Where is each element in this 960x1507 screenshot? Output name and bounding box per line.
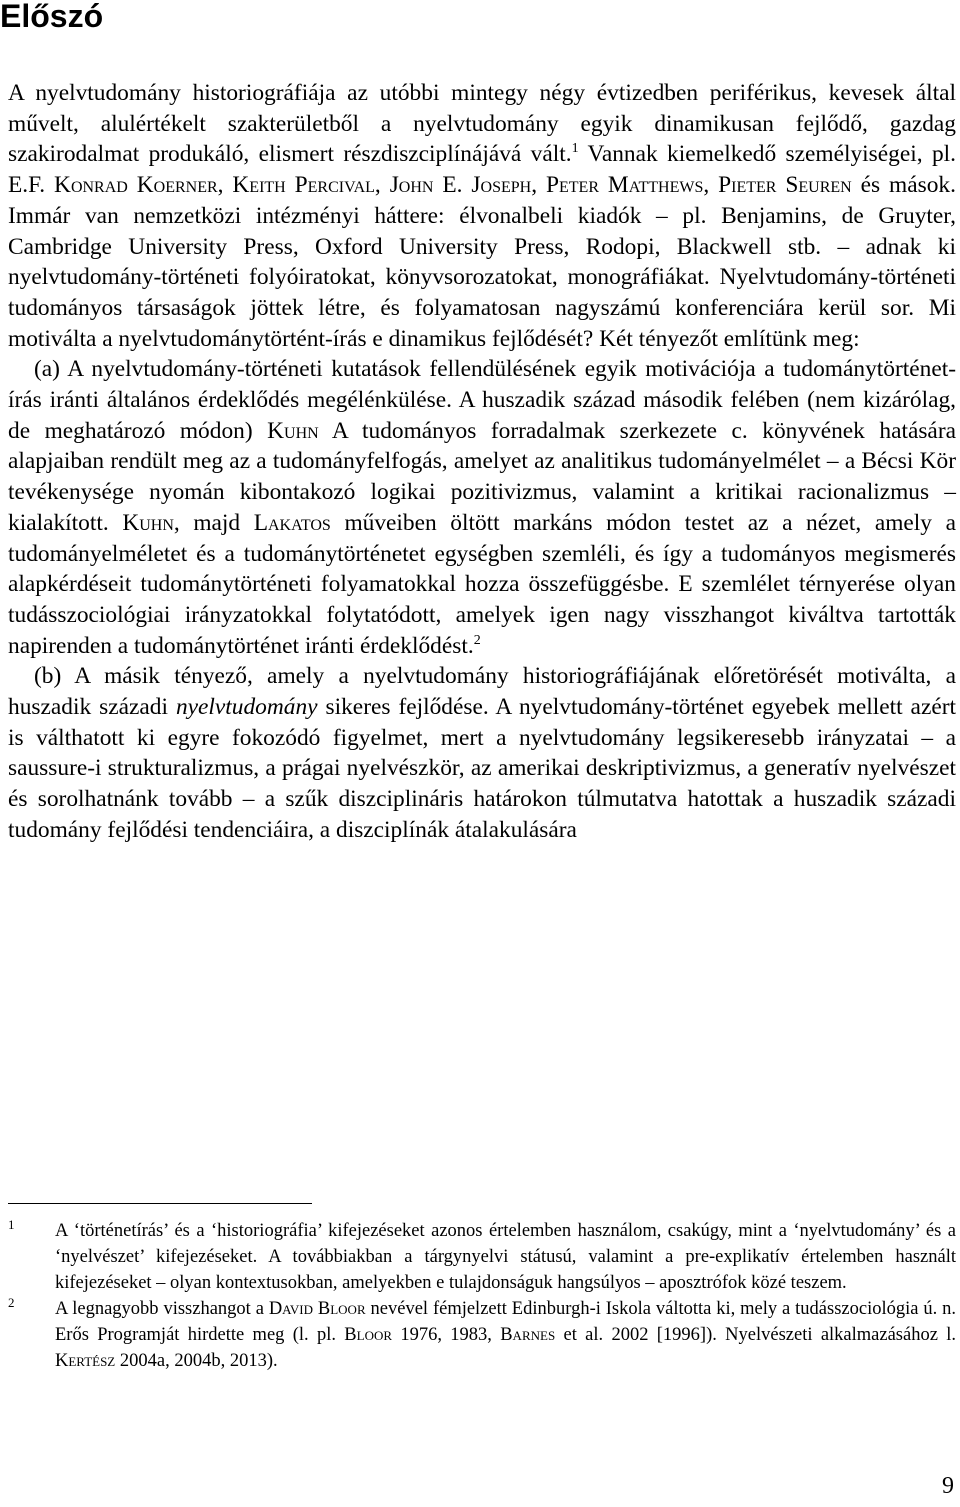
page-title: Előszó — [0, 0, 104, 34]
author-name: John E. Joseph — [389, 172, 532, 199]
author-name: Kertész — [55, 1351, 116, 1371]
author-name: Kuhn — [267, 417, 319, 444]
footnote-2: 2 A legnagyobb visszhangot a David Bloor nevével fémjelzett Edinburgh-i Iskola váltotta ki, mely a tudásszociológia ú. n. Erős Programját hirdette meg (l. pl. Bloor 1976, 1983, Barnes et al. 2002 [1996]). Nyelvészeti alkalmazásához l. Kertész 2004a, 2004b, 2013). — [8, 1296, 956, 1374]
footnote-ref-2[interactable]: 2 — [473, 632, 481, 648]
footnote-mark: 2 — [8, 1295, 15, 1310]
author-name: Bloor — [344, 1325, 393, 1345]
emphasis: nyelvtudomány — [175, 694, 318, 721]
author-name: David Bloor — [268, 1299, 366, 1319]
footnote-mark: 1 — [8, 1217, 15, 1232]
body-text — [8, 78, 956, 846]
footnotes — [8, 1218, 956, 1374]
author-name: Konrad Koerner — [54, 172, 218, 199]
page-number: 9 — [942, 1473, 954, 1499]
footnote-ref-1[interactable]: 1 — [571, 141, 579, 157]
author-name: Barnes — [500, 1325, 556, 1345]
footnote-1: 1 A ‘történetírás’ és a ‘historiográfia’ kifejezéseket azonos értelemben használom, csakúgy, mint a ‘nyelvtudomány’ és a ‘nyelvészet’ kifejezéseket. A továbbiakban a tárgynyelvi státusú, valamint a pre-explikatív értelemben használt kifejezéseket – olyan kontextusokban, amelyekben e tulajdonságuk hangsúlyos – aposztrófok közé teszem. — [8, 1218, 956, 1296]
footnote-separator — [8, 1203, 312, 1204]
paragraph-b: (b) A másik tényező, amely a nyelvtudomány historiográfiájának előretörését motiválta, a huszadik századi nyelvtudomány sikeres fejlődése. A nyelvtudomány-történet egyebek mellett azért is válthatott ki egyre fokozódó figyelmet, mert a nyelvtudomány legsikeresebb irányzatai – a saussure-i strukturalizmus, a prágai nyelvészkör, az amerikai deskriptivizmus, a generatív nyelvészet és sorolhatnánk tovább – a szűk diszciplináris határokon túlmutatva hatottak a huszadik századi tudomány fejlődési tendenciáira, a diszciplínák átalakulására — [8, 663, 956, 843]
author-name: Kuhn — [122, 509, 174, 536]
author-name: Lakatos — [253, 509, 331, 536]
author-name: Peter Matthews — [545, 172, 704, 199]
author-name: Pieter Seuren — [718, 172, 852, 199]
paragraph-intro: A nyelvtudomány historiográfiája az utóbbi mintegy négy évtizedben periférikus, kevesek által művelt, alulértékelt szakterületből a nyelvtudomány egyik dinamikusan fejlődő, gazdag szakirodalmat produkáló, elismert részdiszciplínájává vált.$^1$ Vannak kiemelkedő személyiségei, pl. E.F. Konrad Koerner, Keith Percival, John E. Joseph, Peter Matthews, Pieter Seuren és mások. Immár van nemzetközi intézményi háttere: élvonalbeli kiadók – pl. Benjamins, de Gruyter, Cambridge University Press, Oxford University Press, Rodopi, Blackwell stb. – adnak ki nyelvtudomány-történeti folyóiratokat, könyvsorozatokat, monográfiákat. Nyelvtudomány-történeti tudományos társaságok jöttek létre, és folyamatosan nagyszámú konferenciára kerül sor. Mi motiválta a nyelvtudománytörtént-írás e dinamikus fejlődését? Két tényezőt említünk meg: — [8, 80, 956, 352]
author-name: Keith Percival — [232, 172, 375, 199]
paragraph-a: (a) A nyelvtudomány-történeti kutatások fellendülésének egyik motivációja a tudománytörténet-írás iránti általános érdeklődés megélénkülése. A huszadik század második felében (nem kizárólag, de meghatározó módon) Kuhn A tudományos forradalmak szerkezete c. könyvének hatására alapjaiban rendült meg az a tudományfelfogás, amelyet az analitikus tudományelmélet – a Bécsi Kör tevékenysége nyomán kibontakozó logikai pozitivizmus, valamint a kritikai racionalizmus – kialakított. Kuhn, majd Lakatos műveiben öltött markáns módon testet az a nézet, amely a tudományelméletet és a tudománytörténetet egységben szemléli, és így a tudományos megismerés alapkérdéseit tudománytörténeti folyamatokkal hozza összefüggésbe. E szemlélet térnyerése olyan tudásszociológiai irányzatokkal folytatódott, amelyek igen nagy visszhangot kiváltva tartották napirenden a tudománytörténet iránti érdeklődést.$^2$ — [8, 356, 956, 659]
